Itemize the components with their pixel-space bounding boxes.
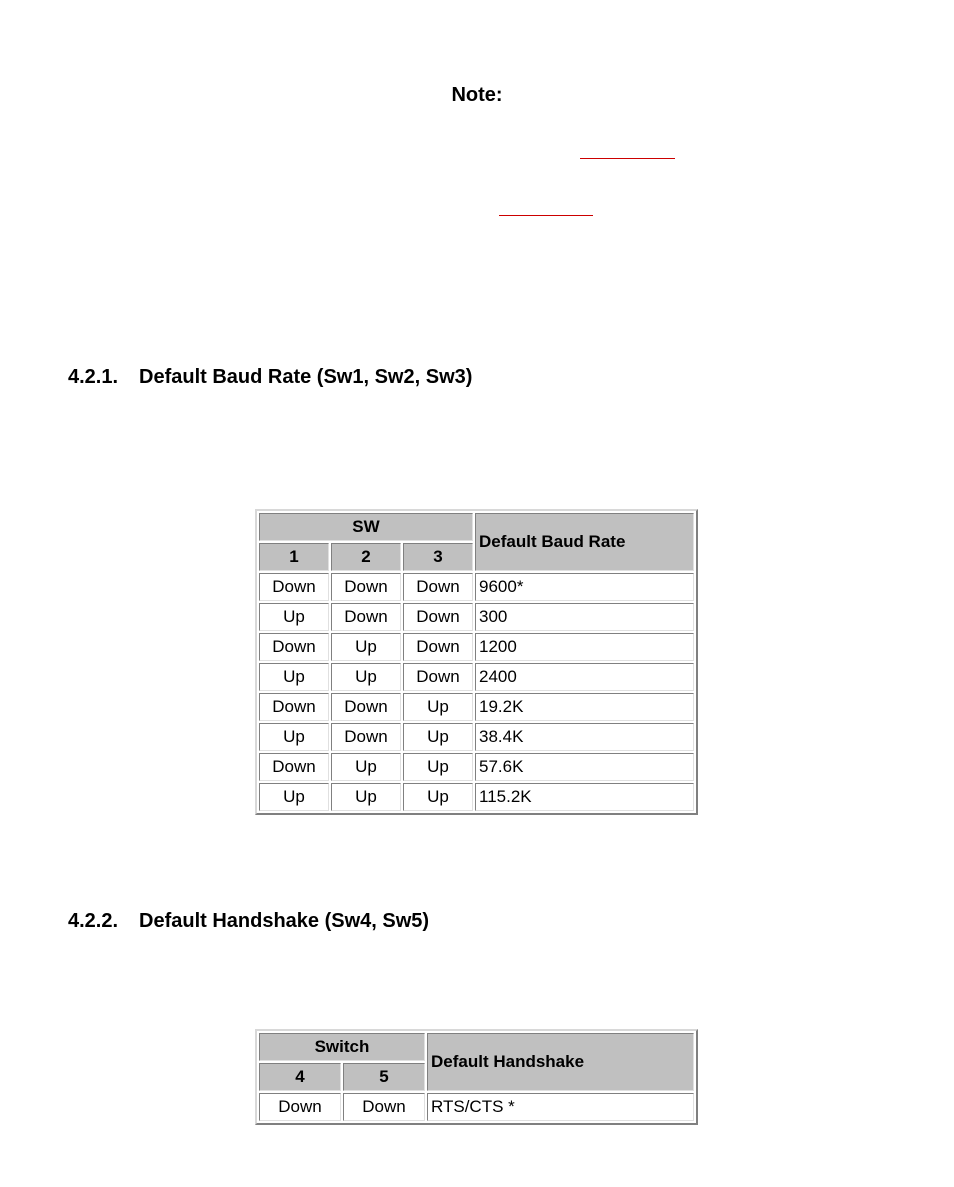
section-number: 4.2.2.	[68, 910, 119, 932]
note-title: Note:	[451, 84, 503, 106]
handshake-table	[255, 1029, 698, 1125]
table-row	[259, 1093, 694, 1121]
switch-position-cell: Up	[403, 723, 473, 751]
table-row	[259, 663, 694, 691]
switch-header-2: 2	[331, 543, 401, 571]
switch-position-cell: Down	[331, 573, 401, 601]
value-cell: 1200	[475, 633, 694, 661]
switch-position-cell: Up	[403, 753, 473, 781]
table-row	[259, 783, 694, 811]
page-cutoff	[0, 1130, 954, 1187]
section-heading-handshake	[68, 910, 429, 933]
table-row	[259, 723, 694, 751]
section-title: Default Handshake (Sw4, Sw5)	[139, 910, 430, 932]
baud-rate-header: Default Baud Rate	[475, 513, 694, 571]
switch-header-5: 5	[343, 1063, 425, 1091]
value-cell: 2400	[475, 663, 694, 691]
switch-position-cell: Down	[259, 753, 329, 781]
value-cell: 9600*	[475, 573, 694, 601]
table-row	[259, 633, 694, 661]
sw-group-header: SW	[259, 513, 473, 541]
switch-position-cell: Up	[259, 783, 329, 811]
table-row	[259, 753, 694, 781]
section-title: Default Baud Rate (Sw1, Sw2, Sw3)	[139, 366, 473, 388]
handshake-header: Default Handshake	[427, 1033, 694, 1091]
table-row	[259, 573, 694, 601]
value-cell: 19.2K	[475, 693, 694, 721]
switch-position-cell: Up	[331, 663, 401, 691]
value-cell: 115.2K	[475, 783, 694, 811]
switch-position-cell: Down	[331, 693, 401, 721]
value-cell: RTS/CTS *	[427, 1093, 694, 1121]
switch-position-cell: Down	[403, 573, 473, 601]
switch-header-1: 1	[259, 543, 329, 571]
switch-position-cell: Down	[259, 573, 329, 601]
switch-position-cell: Up	[259, 603, 329, 631]
value-cell: 57.6K	[475, 753, 694, 781]
switch-position-cell: Up	[403, 693, 473, 721]
switch-position-cell: Down	[343, 1093, 425, 1121]
value-cell: 300	[475, 603, 694, 631]
switch-group-header: Switch	[259, 1033, 425, 1061]
value-cell: 38.4K	[475, 723, 694, 751]
switch-position-cell: Down	[331, 723, 401, 751]
table-row	[259, 693, 694, 721]
link-underline[interactable]	[580, 158, 675, 159]
switch-position-cell: Down	[259, 693, 329, 721]
switch-position-cell: Down	[403, 603, 473, 631]
table-row	[259, 603, 694, 631]
section-heading-baud-rate	[68, 366, 472, 389]
switch-position-cell: Up	[331, 783, 401, 811]
switch-position-cell: Up	[259, 663, 329, 691]
switch-position-cell: Up	[331, 633, 401, 661]
switch-position-cell: Down	[403, 633, 473, 661]
switch-header-4: 4	[259, 1063, 341, 1091]
switch-position-cell: Down	[259, 633, 329, 661]
switch-position-cell: Up	[403, 783, 473, 811]
switch-position-cell: Up	[331, 753, 401, 781]
switch-position-cell: Up	[259, 723, 329, 751]
switch-position-cell: Down	[403, 663, 473, 691]
switch-header-3: 3	[403, 543, 473, 571]
baud-rate-table	[255, 509, 698, 815]
switch-position-cell: Down	[259, 1093, 341, 1121]
link-underline[interactable]	[499, 215, 593, 216]
switch-position-cell: Down	[331, 603, 401, 631]
section-number: 4.2.1.	[68, 366, 119, 388]
